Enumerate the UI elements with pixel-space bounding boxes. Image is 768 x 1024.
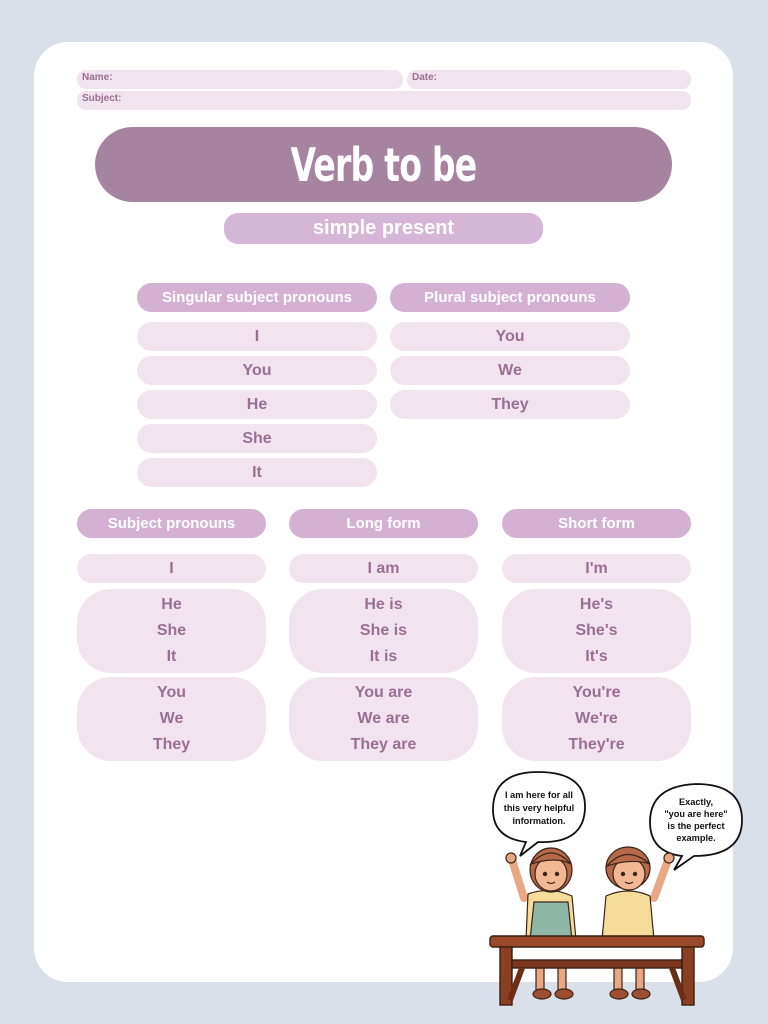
short-form-cell-plural [502,677,691,761]
bubble-right-line: is the perfect [667,821,725,831]
cell-line: We are [357,710,410,727]
bubble-right-line: example. [676,833,716,843]
page-subtitle: simple present [312,217,455,239]
plural-pronoun-cell: You [390,322,630,351]
plural-pronoun-cell: They [390,390,630,419]
name-label: Name: [82,72,113,83]
singular-pronoun-cell: She [137,424,377,453]
singular-pronoun-cell: I [137,322,377,351]
title-banner [95,127,672,202]
bubble-left-line: information. [512,816,566,826]
name-field[interactable] [77,70,403,89]
students-illustration [486,768,748,1012]
page-title: Verb to be [290,137,477,192]
desk [490,936,704,1005]
cell-line: She is [359,622,408,639]
plural-pronoun-cell: We [390,356,630,385]
singular-pronoun-cell: It [137,458,377,487]
bubble-left-line: I am here for all [505,790,573,800]
subtitle-banner [224,213,543,244]
cell-line: She [156,622,187,639]
subject-pronouns-header: Subject pronouns [77,509,266,538]
cell-line: We [159,710,184,727]
speech-bubble-left [493,772,585,856]
date-label: Date: [412,72,438,83]
subject-cell-plural [77,677,266,761]
short-form-header: Short form [502,509,691,538]
cell-line: They [152,736,191,753]
cell-line: You're [572,684,621,701]
subject-cell-i: I [77,554,266,583]
date-field[interactable] [407,70,691,89]
cell-line: We're [575,710,618,727]
subject-field[interactable] [77,91,691,110]
cell-line: It [166,648,177,665]
subject-label: Subject: [82,93,122,104]
bubble-left-line: this very helpful [503,803,575,813]
short-form-cell-third-person [502,589,691,673]
long-form-cell-third-person [289,589,478,673]
cell-line: They're [568,736,625,753]
cell-line: He [161,596,182,613]
boy-figure [602,847,674,999]
long-form-header: Long form [289,509,478,538]
long-form-cell-plural [289,677,478,761]
singular-pronoun-cell: You [137,356,377,385]
cell-line: It is [369,648,398,665]
subject-cell-third-person [77,589,266,673]
singular-pronouns-header: Singular subject pronouns [137,283,377,312]
cell-line: He is [364,596,403,613]
bubble-right-line: Exactly, [678,797,714,807]
long-form-cell-i: I am [289,554,478,583]
plural-pronouns-header: Plural subject pronouns [390,283,630,312]
cell-line: It's [585,648,608,665]
cell-line: You are [354,684,413,701]
cell-line: She's [575,622,618,639]
cell-line: They are [350,736,417,753]
short-form-cell-i: I'm [502,554,691,583]
bubble-right-line: "you are here" [664,809,728,819]
cell-line: You [156,684,187,701]
singular-pronoun-cell: He [137,390,377,419]
cell-line: He's [579,596,614,613]
